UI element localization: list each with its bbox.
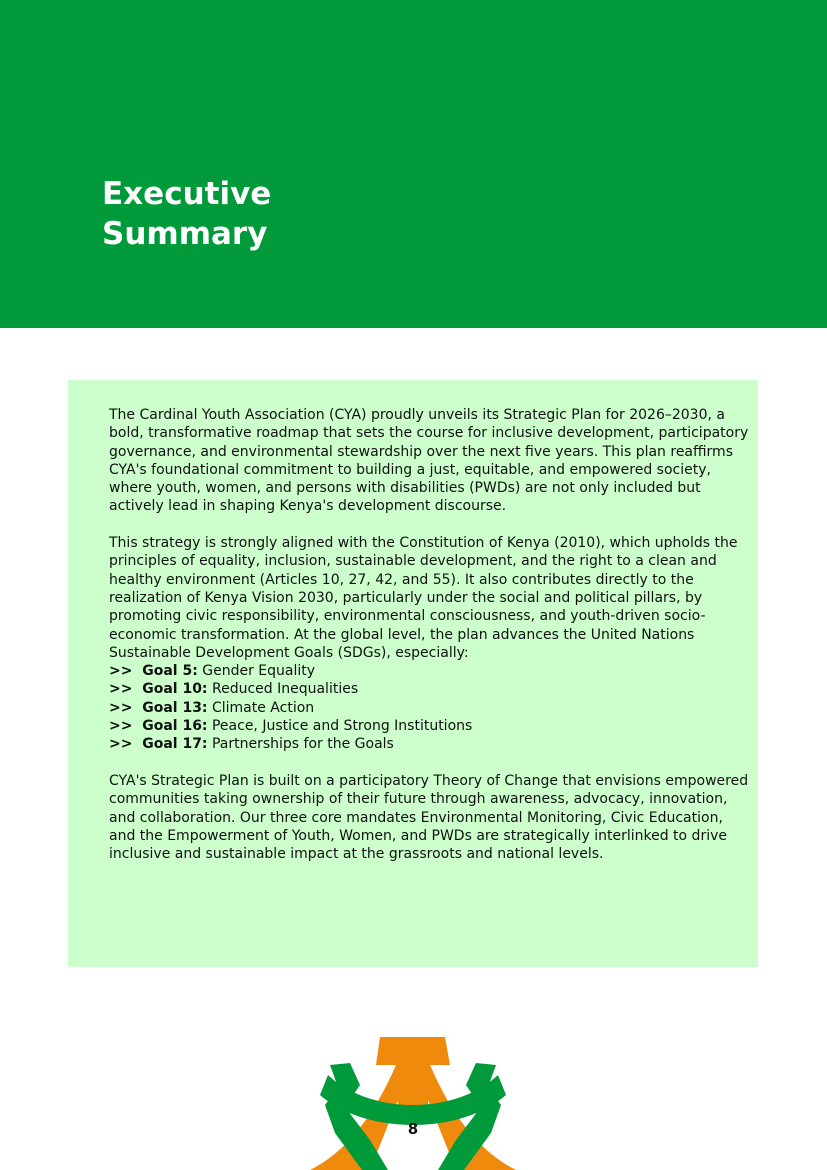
page-title-line-1: Executive (102, 176, 272, 212)
goal-text: Reduced Inequalities (211, 681, 359, 698)
goal-marker: >> (109, 699, 133, 716)
cya-logo-icon (300, 1035, 526, 1170)
paragraph-intro: The Cardinal Youth Association (CYA) proudly unveils its Strategic Plan for 2026–2030, a bold, transformative roadmap that sets the course for inclusive development, participatory governance, and environmental stewardship over the next five years. This plan reaffirms CYA's foundational commitment to building a just, equitable, and empowered society, where youth, women, and persons with disabilities (PWDs) are not only included but actively lead in shaping Kenya's development discourse. (109, 407, 749, 515)
goal-label: Goal 10: (142, 681, 208, 698)
page-title (102, 174, 271, 254)
goal-text: Gender Equality (202, 663, 316, 680)
goal-label: Goal 5: (142, 663, 198, 680)
list-item (109, 717, 749, 735)
list-item (109, 735, 749, 753)
header-banner (0, 0, 827, 328)
goal-marker: >> (109, 736, 133, 753)
goal-label: Goal 17: (142, 736, 208, 753)
sdg-goal-list (109, 662, 749, 753)
goal-marker: >> (109, 663, 133, 680)
list-item (109, 662, 749, 680)
goal-text: Peace, Justice and Strong Institutions (211, 718, 473, 735)
goal-marker: >> (109, 681, 133, 698)
paragraph-alignment: This strategy is strongly aligned with the Constitution of Kenya (2010), which upholds the principles of equality, inclusion, sustainable development, and the right to a clean and healthy environment (Articles 10, 27, 42, and 55). It also contributes directly to the realization of Kenya Vision 2030, particularly under the social and political pillars, by promoting civic responsibility, environmental consciousness, and youth-driven socio-economic transformation. At the global level, the plan advances the United Nations Sustainable Development Goals (SDGs), especially: (109, 535, 738, 661)
page-title-line-2: Summary (102, 216, 268, 252)
goal-label: Goal 13: (142, 699, 208, 716)
summary-content (109, 406, 749, 882)
goal-text: Partnerships for the Goals (211, 736, 394, 753)
goal-marker: >> (109, 718, 133, 735)
page-number: 8 (407, 1120, 419, 1138)
paragraph-theory-of-change: CYA's Strategic Plan is built on a participatory Theory of Change that envisions empowered communities taking ownership of their future through awareness, advocacy, innovation, and collaboration. Our three core mandates Environmental Monitoring, Civic Education, and the Empowerment of Youth, Women, and PWDs are strategically interlinked to drive inclusive and sustainable impact at the grassroots and national levels. (109, 772, 749, 863)
list-item (109, 680, 749, 698)
goal-label: Goal 16: (142, 718, 208, 735)
goal-text: Climate Action (211, 699, 315, 716)
summary-panel (68, 380, 758, 967)
list-item (109, 699, 749, 717)
